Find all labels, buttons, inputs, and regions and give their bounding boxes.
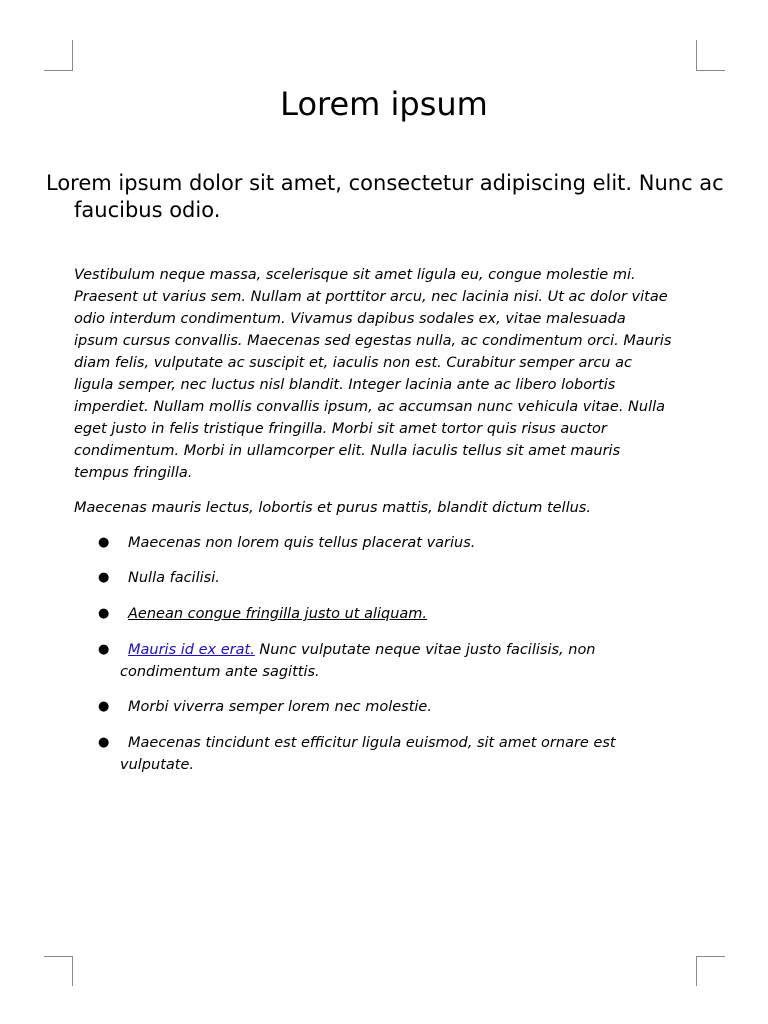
list-item	[98, 603, 640, 625]
body-paragraph-2: Maecenas mauris lectus, lobortis et purus mattis, blandit dictum tellus.	[74, 500, 591, 516]
body-paragraph-1: Vestibulum neque massa, scelerisque sit amet ligula eu, congue molestie mi. Praesent ut varius sem. Nullam at porttitor arcu, nec lacinia nisi. Ut ac dolor vitae odio interdum condimentum. Vivamus dapibus sodales ex, vitae malesuada ipsum cursus convallis. Maecenas sed egestas nulla, ac condimentum orci. Mauris diam felis, vulputate ac suscipit et, iaculis non est. Curabitur semper arcu ac ligula semper, nec luctus nisl blandit. Integer lacinia ante ac libero lobortis imperdiet. Nullam mollis convallis ipsum, ac accumsan nunc vehicula vitae. Nulla eget justo in felis tristique fringilla. Morbi sit amet tortor quis risus auctor condimentum. Morbi in ullamcorper elit. Nulla iaculis tellus sit amet mauris tempus fringilla.	[74, 267, 672, 481]
bullet-icon: ●	[98, 570, 110, 585]
list-item-text: Aenean congue fringilla justo ut aliquam.	[128, 606, 428, 622]
list-item-text: Nunc vulputate neque vitae justo facilisis, non condimentum ante sagittis.	[120, 642, 596, 680]
bullet-icon: ●	[98, 606, 110, 621]
bullet-icon: ●	[98, 535, 110, 550]
list-item-text: Nulla facilisi.	[128, 570, 220, 586]
document-heading: Lorem ipsum dolor sit amet, consectetur adipiscing elit. Nunc ac faucibus odio.	[46, 171, 724, 222]
bullet-icon: ●	[98, 735, 110, 750]
list-item	[98, 532, 640, 554]
list-item-text: Maecenas non lorem quis tellus placerat varius.	[128, 535, 476, 551]
list-item-link[interactable]: Mauris id ex erat.	[128, 642, 255, 658]
list-item-text: Morbi viverra semper lorem nec molestie.	[128, 699, 432, 715]
list-item	[98, 696, 640, 718]
bullet-icon: ●	[98, 642, 110, 657]
list-item	[98, 732, 640, 776]
list-item-text: Maecenas tincidunt est efficitur ligula euismod, sit amet ornare est vulputate.	[120, 735, 616, 773]
bullet-icon: ●	[98, 699, 110, 714]
list-item	[98, 567, 640, 589]
list-item	[98, 639, 640, 683]
document-title: Lorem ipsum	[280, 85, 488, 123]
